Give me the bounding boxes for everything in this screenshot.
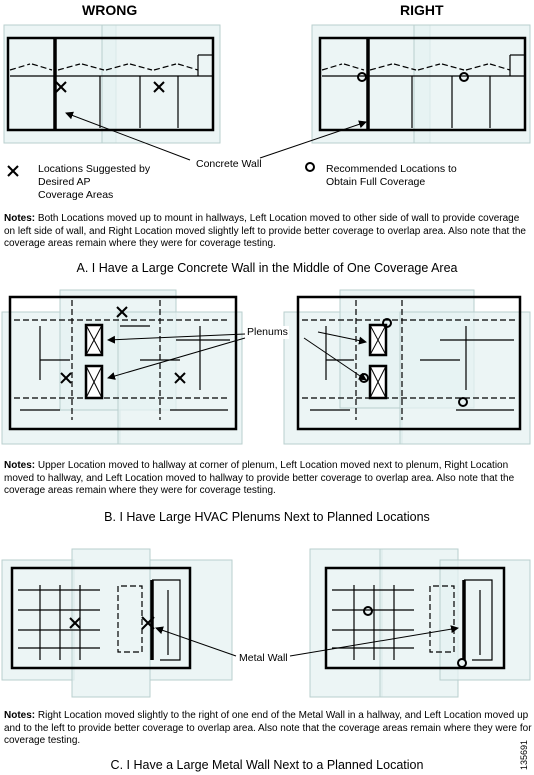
section-c-notes <box>4 710 532 748</box>
concrete-wall-label: Concrete Wall <box>196 158 262 170</box>
notes-text: Upper Location moved to hallway at corner of plenum, Left Location moved next to plenum, Right Location moved to hallway, and Left Location moved to hallway to provide better coverage to overlap area. Also note that the coverage areas remain where they were for coverage testing. <box>4 460 515 496</box>
section-b-wrong-plan <box>2 290 242 444</box>
plenums-label: Plenums <box>247 326 288 338</box>
section-a-notes <box>4 213 532 251</box>
section-b-right-plan <box>284 290 530 444</box>
notes-text: Right Location moved slightly to the right of one end of the Metal Wall in a hallway, and Left Location moved up and to the left to provide better coverage to overlap area. Also note that the coverage areas remain where they were for coverage testing. <box>4 710 532 746</box>
section-b-title: B. I Have Large HVAC Plenums Next to Planned Locations <box>104 510 430 524</box>
plenum <box>86 366 102 398</box>
legend-x-label: Locations Suggested by Desired AP Coverage Areas <box>38 163 151 201</box>
section-c-right-plan <box>310 549 530 697</box>
notes-label: Notes: <box>4 460 36 471</box>
legend-o-label: Recommended Locations to Obtain Full Coverage <box>326 163 457 188</box>
coverage-area <box>72 549 150 697</box>
section-c-title: C. I Have a Large Metal Wall Next to a Planned Location <box>110 758 424 772</box>
right-header: RIGHT <box>400 2 444 18</box>
notes-label: Notes: <box>4 710 36 721</box>
section-a-right-plan <box>312 25 530 143</box>
plenum <box>86 325 102 355</box>
legend-o-symbol <box>306 163 314 171</box>
plenum <box>370 366 386 398</box>
section-a-title: A. I Have a Large Concrete Wall in the Middle of One Coverage Area <box>76 261 458 275</box>
legend-x-symbol <box>8 166 18 176</box>
section-b-notes <box>4 460 532 498</box>
coverage-area <box>414 25 530 143</box>
section-c-wrong-plan <box>2 549 232 697</box>
metal-wall-label: Metal Wall <box>239 652 288 664</box>
notes-label: Notes: <box>4 213 36 224</box>
plenum <box>370 325 386 355</box>
section-a-wrong-plan <box>4 25 220 143</box>
notes-text: Both Locations moved up to mount in hallways, Left Location moved to other side of wall to provide coverage on left side of wall, and Right Location moved slightly left to provide better coverage to overlap area. Also note that the coverage areas remain where they were for coverage testing. <box>4 213 526 249</box>
coverage-area <box>310 549 382 697</box>
coverage-area <box>400 312 530 444</box>
figure-id: 135691 <box>519 739 529 770</box>
wrong-header: WRONG <box>82 2 138 18</box>
